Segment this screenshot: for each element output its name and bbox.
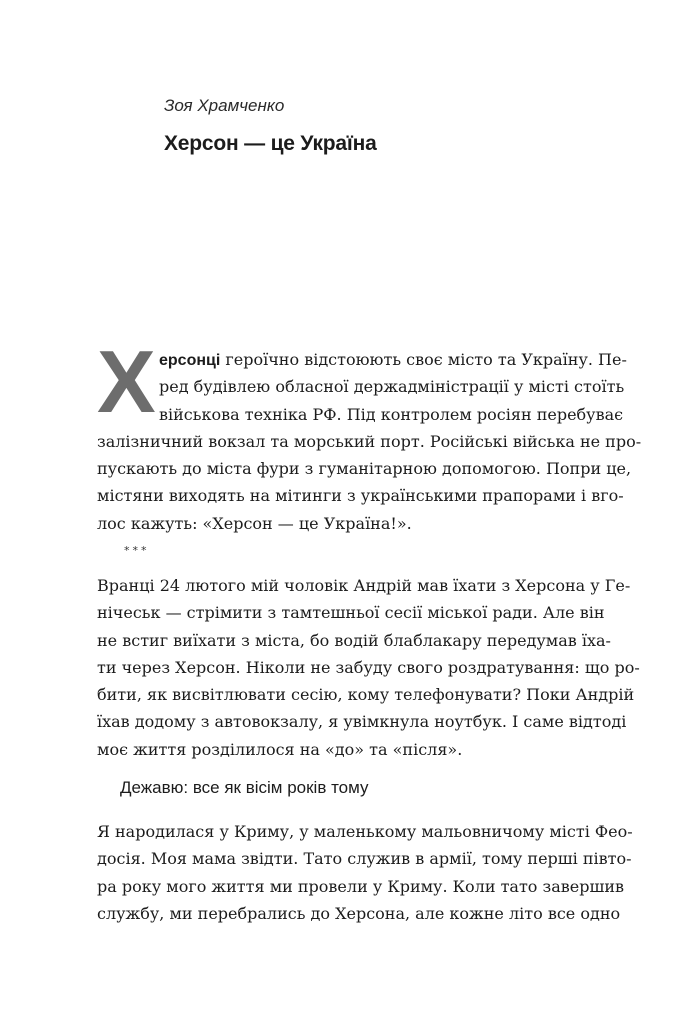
- text-line: ти через Херсон. Ніколи не забуду свого роздратування: що ро-: [97, 657, 640, 677]
- text-line: лос кажуть: «Херсон — це Україна!».: [97, 513, 412, 533]
- text-line: моє життя розділилося на «до» та «після».: [97, 739, 463, 759]
- text-line: залізничний вокзал та морський порт. Російські війська не про-: [97, 431, 642, 451]
- text-line: досія. Моя мама звідти. Тато служив в армії, тому перші півто-: [97, 849, 632, 869]
- author-name: Зоя Храмченко: [164, 96, 285, 115]
- text-line: ред будівлею обласної держадміністрації у місті стоїть: [159, 377, 625, 397]
- text-line: ра року мого життя ми провели у Криму. Коли тато завершив: [97, 876, 625, 896]
- chapter-title: Херсон — це Україна: [164, 132, 377, 155]
- text-line: військова техніка РФ. Під контролем росіян перебуває: [159, 404, 624, 424]
- drop-cap: Х: [97, 332, 156, 431]
- text-line: Вранці 24 лютого мій чоловік Андрій мав їхати з Херсона у Ге-: [97, 576, 631, 595]
- section-subheading: Дежавю: все як вісім років тому: [120, 778, 369, 797]
- section-divider: ***: [124, 544, 150, 557]
- text-line: Я народилася у Криму, у маленькому мальовничому місті Фео-: [97, 822, 633, 841]
- text-line: бити, як висвітлювати сесію, кому телефонувати? Поки Андрій: [97, 685, 635, 705]
- text-line-rest: героїчно відстоюють своє місто та Україну. Пе-: [220, 350, 627, 369]
- text-line: не встиг виїхати з міста, бо водій блаблакару передумав їха-: [97, 630, 611, 650]
- text-line: їхав додому з автовокзалу, я увімкнула ноутбук. І саме відтоді: [97, 712, 627, 732]
- paragraph-feb24: [97, 572, 640, 763]
- paragraph-intro: [97, 332, 642, 537]
- text-line: пускають до міста фури з гуманітарною допомогою. Попри це,: [97, 459, 632, 479]
- text-line: містяни виходять на мітинги з українськими прапорами і вго-: [97, 486, 624, 506]
- text-line: [97, 346, 627, 373]
- text-line: нічеськ — стрімити з тамтешньої сесії міської ради. Але він: [97, 603, 605, 623]
- lead-word: ерсонці: [159, 352, 221, 369]
- text-line: службу, ми перебрались до Херсона, але кожне літо все одно: [97, 903, 621, 923]
- paragraph-crimea: [97, 818, 633, 927]
